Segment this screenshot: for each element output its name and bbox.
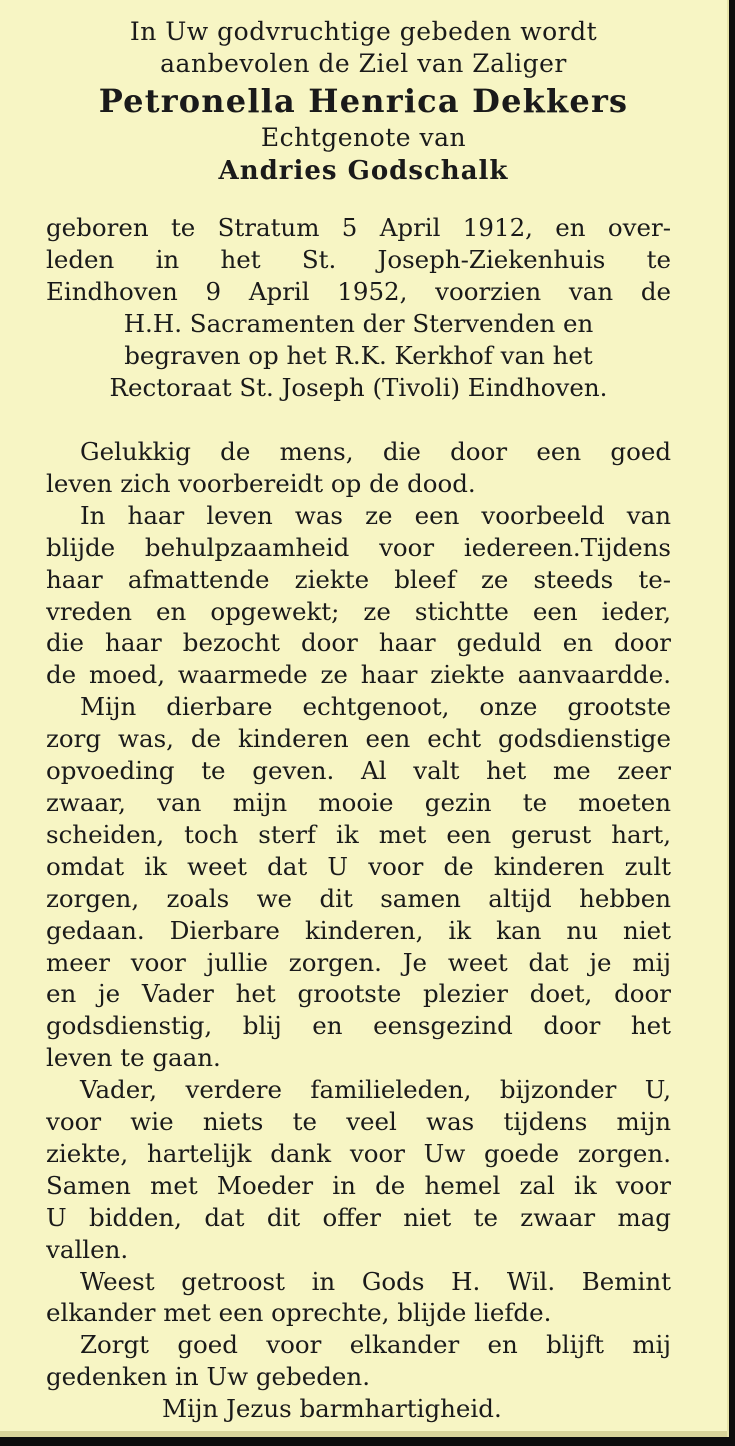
- text-line: zorgen, zoals we dit samen altijd hebben: [46, 883, 671, 913]
- bio-line: H.H. Sacramenten der Stervenden en: [123, 309, 594, 338]
- deceased-name: Petronella Henrica Dekkers: [98, 82, 629, 120]
- text-line: voor wie niets te veel was tijdens mijn: [46, 1107, 671, 1137]
- text-line: godsdienstig, blij en eensgezind door het: [46, 1011, 671, 1041]
- closing-prayer: Mijn Jezus barmhartigheid.: [162, 1394, 502, 1424]
- text-line: de moed, waarmede ze haar ziekte aanvaardde.: [46, 660, 671, 690]
- text-line: en je Vader het grootste plezier doet, door: [46, 979, 671, 1009]
- text-line: haar afmattende ziekte bleef ze steeds te-: [46, 564, 671, 594]
- text-line: scheiden, toch sterf ik met een gerust hart,: [46, 819, 671, 849]
- text-line: leven te gaan.: [46, 1043, 221, 1073]
- text-line: die haar bezocht door haar geduld en door: [46, 628, 671, 658]
- memorial-text: [46, 436, 671, 1425]
- text-line: gedenken in Uw gebeden.: [46, 1362, 370, 1392]
- text-line: leven zich voorbereidt op de dood.: [46, 468, 476, 498]
- text-line: ziekte, hartelijk dank voor Uw goede zorgen.: [46, 1138, 671, 1168]
- intro-line-2: aanbevolen de Ziel van Zaliger: [160, 49, 567, 78]
- text-line: In haar leven was ze een voorbeeld van: [80, 500, 671, 530]
- text-line: U bidden, dat dit offer niet te zwaar mag: [46, 1202, 671, 1232]
- bio-line: Rectoraat St. Joseph (Tivoli) Eindhoven.: [109, 373, 608, 402]
- text-line: blijde behulpzaamheid voor iedereen.Tijdens: [46, 532, 671, 562]
- bio-line: leden in het St. Joseph-Ziekenhuis te: [46, 245, 671, 274]
- text-line: opvoeding te geven. Al valt het me zeer: [46, 756, 671, 786]
- card-header: [20, 16, 707, 188]
- intro-line-1: In Uw godvruchtige gebeden wordt: [129, 17, 598, 46]
- text-line: Weest getroost in Gods H. Wil. Bemint: [80, 1266, 671, 1296]
- text-line: meer voor jullie zorgen. Je weet dat je mij: [46, 947, 671, 977]
- text-line: Samen met Moeder in de hemel zal ik voor: [46, 1170, 671, 1200]
- text-line: zwaar, van mijn mooie gezin te moeten: [46, 787, 671, 817]
- text-line: vallen.: [46, 1234, 129, 1264]
- relation-label: Echtgenote van: [260, 123, 467, 152]
- bio-line: Eindhoven 9 April 1952, voorzien van de: [46, 277, 671, 306]
- text-line: zorg was, de kinderen een echt godsdienstige: [46, 724, 671, 754]
- bio-line: begraven op het R.K. Kerkhof van het: [124, 341, 593, 370]
- bio-line: geboren te Stratum 5 April 1912, en over-: [46, 213, 671, 242]
- text-line: Mijn dierbare echtgenoot, onze grootste: [80, 692, 671, 722]
- text-line: Gelukkig de mens, die door een goed: [80, 437, 671, 466]
- text-line: elkander met een oprechte, blijde liefde.: [46, 1298, 552, 1328]
- text-line: Zorgt goed voor elkander en blijft mij: [80, 1330, 671, 1360]
- text-line: Vader, verdere familieleden, bijzonder U,: [80, 1075, 671, 1105]
- text-line: gedaan. Dierbare kinderen, ik kan nu niet: [46, 915, 671, 945]
- text-line: omdat ik weet dat U voor de kinderen zult: [46, 851, 671, 881]
- spouse-name: Andries Godschalk: [218, 156, 509, 186]
- biography-block: [46, 212, 671, 404]
- text-line: vreden en opgewekt; ze stichtte een ieder,: [46, 596, 671, 626]
